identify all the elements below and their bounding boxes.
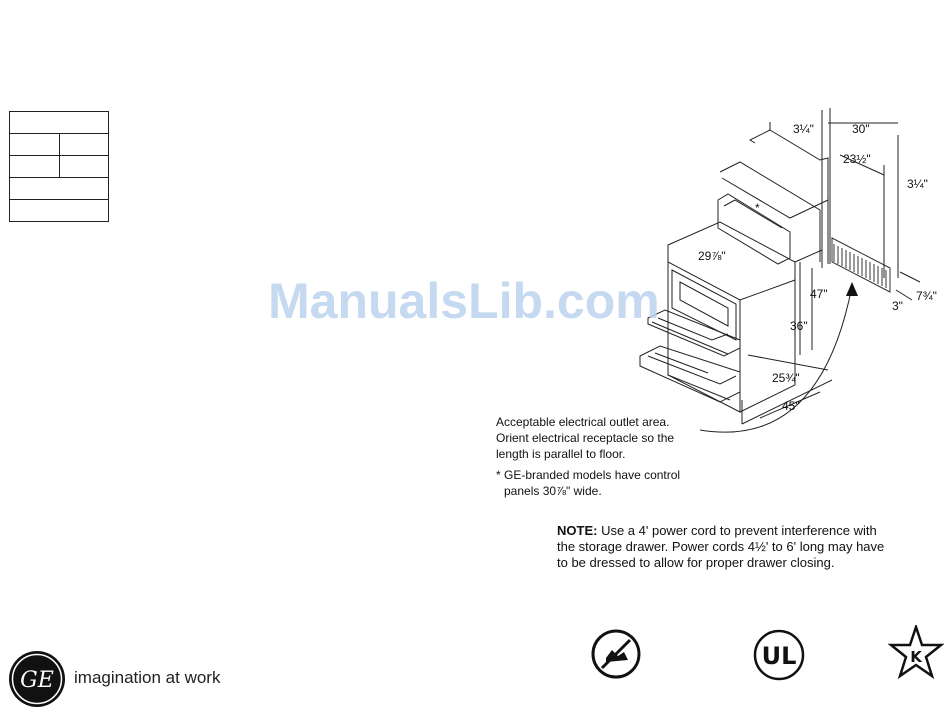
- asterisk-mark: *: [755, 201, 760, 215]
- ge-logo-icon: [8, 650, 66, 708]
- dim-3-1-4-top: 3¼": [793, 122, 814, 136]
- dim-3-1-4-right: 3¼": [907, 177, 928, 191]
- star-k-letter: K: [910, 648, 922, 666]
- ul-listed-icon: [752, 628, 806, 682]
- dim-23-1-2: 23½": [843, 152, 871, 166]
- ge-logo-letters: GE: [20, 668, 54, 693]
- note-label: NOTE:: [557, 523, 598, 538]
- ge-panel-caption-line: panels 30⅞" wide.: [504, 484, 602, 498]
- dim-29-7-8: 29⅞": [698, 249, 726, 263]
- outlet-caption: [496, 414, 674, 462]
- outlet-caption-line: length is parallel to floor.: [496, 447, 626, 461]
- note-text: Use a 4' power cord to prevent interference with the storage drawer. Power cords 4½' to 6' long may have to be dressed to allow for proper drawer closing.: [557, 523, 885, 570]
- ge-panel-caption: [496, 467, 680, 499]
- no-tipping-warning-icon: [590, 628, 642, 680]
- power-cord-note: [557, 523, 897, 571]
- outlet-caption-line: Acceptable electrical outlet area.: [496, 415, 670, 429]
- star-k-kosher-icon: [888, 625, 944, 681]
- ge-panel-caption-line: * GE-branded models have control: [496, 468, 681, 482]
- dim-47: 47": [810, 287, 828, 301]
- brand-tagline: imagination at work: [74, 668, 221, 687]
- dim-30: 30": [852, 122, 870, 136]
- dim-7-3-4: 7¾": [916, 289, 937, 303]
- dim-36: 36": [790, 319, 808, 333]
- dim-3: 3": [892, 299, 903, 313]
- dim-45: 45": [782, 399, 800, 413]
- outlet-caption-line: Orient electrical receptacle so the: [496, 431, 675, 445]
- watermark: ManualsLib.com: [268, 273, 660, 329]
- dim-25-3-4: 25¾": [772, 371, 800, 385]
- ul-letters: UL: [761, 642, 797, 670]
